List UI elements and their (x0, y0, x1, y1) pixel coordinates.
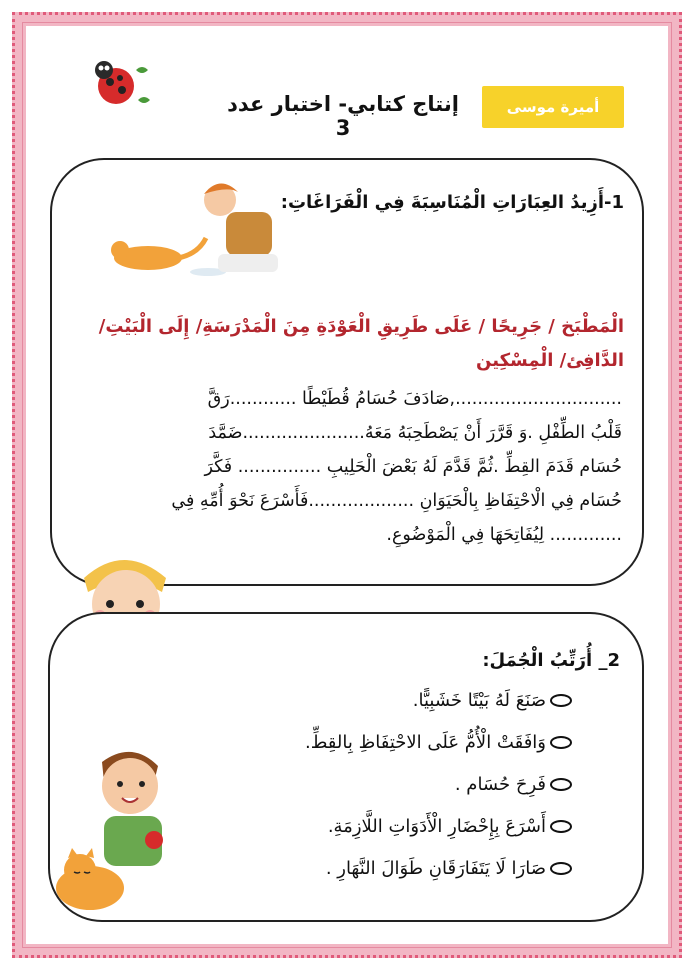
order-oval-blank[interactable] (550, 778, 572, 791)
sentence-item (305, 732, 572, 753)
order-oval-blank[interactable] (550, 694, 572, 707)
fill-blanks-section (50, 158, 644, 586)
boy-with-cat-illustration (50, 742, 190, 922)
story-line: ............. لِيُفَاتِحَهَا فِي الْمَوْضُوعِ. (386, 525, 622, 545)
sentence-text: صَنَعَ لَهُ بَيْتًا خَشَبِيًّا. (412, 690, 546, 711)
sentence-item (455, 774, 572, 795)
word-options (64, 310, 624, 378)
boy-feeding-cat-illustration (108, 178, 288, 290)
sentence-text: فَرِحَ حُسَام . (454, 774, 546, 795)
story-line: حُسَام قَدَمَ القِطِّ .ثُمَّ قَدَّمَ لَهُ بَعْضَ الْحَلِيبِ ............... فَكَّرَ (204, 457, 622, 477)
page-title: إنتاج كتابي- اختبار عدد 3 (227, 92, 459, 140)
story-paragraph (70, 382, 622, 552)
story-line: قَلْبُ الطِّفْلِ .وَ قَرَّرَ أَنْ يَصْطَحِبَهُ مَعَهُ......................ضَمَّدَ (208, 423, 622, 443)
order-oval-blank[interactable] (550, 736, 572, 749)
ladybug-icon (86, 56, 156, 112)
options-line-1: الْمَطْبَخ / جَرِيحًا / عَلَى طَرِيقِ الْعَوْدَةِ مِنَ الْمَدْرَسَةِ/ إِلَى الْبَيْتِ/ (98, 316, 624, 337)
sentence-text: أَسْرَعَ بِإِحْضَارِ الْأَدَوَاتِ اللَّازِمَةِ. (327, 816, 546, 837)
question-1-title: 1-أَزِيدُ العِبَارَاتِ الْمُنَاسِبَةَ فِي الْفَرَاغَاتِ: (280, 192, 624, 213)
sentence-text: وَافَقَتْ الْأُمُّ عَلَى الاحْتِفَاظِ بِالقِطِّ. (304, 732, 546, 753)
options-line-2: الدَّافِئ/ الْمِسْكِين (476, 350, 624, 371)
story-line: ..............................,صَادَفَ حُسَامُ قُطَيْطًا ............رَقَّ (207, 389, 622, 409)
sentence-item (413, 690, 572, 711)
question-2-title: 2_ أُرَتِّبُ الْجُمَلَ: (482, 650, 620, 671)
story-line: حُسَام فِي الْاحْتِفَاظِ بِالْحَيَوَانِ ...................فَأَسْرَعَ نَحْوَ أُمِّهِ فِي (171, 491, 622, 511)
order-oval-blank[interactable] (550, 862, 572, 875)
student-name-box (482, 86, 624, 128)
student-name: أميرة موسى (506, 98, 600, 116)
order-oval-blank[interactable] (550, 820, 572, 833)
sentence-item (328, 816, 572, 837)
sentence-item (326, 858, 572, 879)
sentence-text: صَارَا لَا يَتَفَارَقَانِ طَوَالَ النَّهَارِ . (325, 858, 546, 879)
